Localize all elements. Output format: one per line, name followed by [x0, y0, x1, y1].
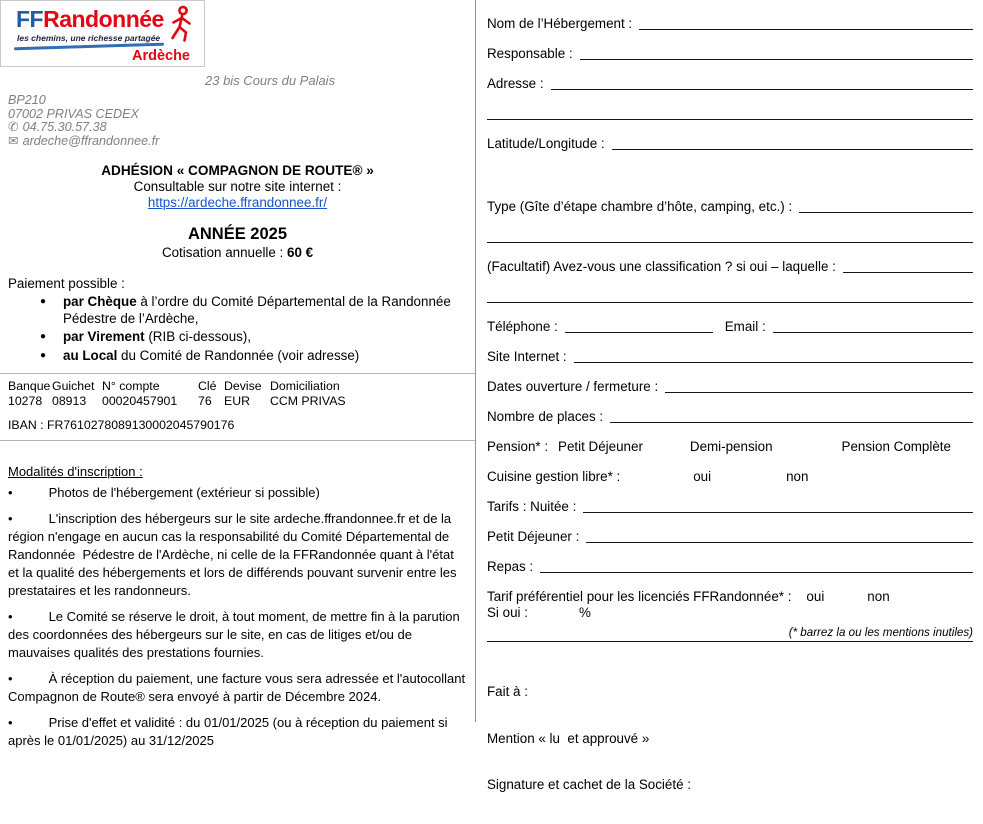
classification-blank-line-2: [487, 302, 973, 303]
logo-region-label: Ardèche: [131, 48, 190, 64]
field-si-oui: Si oui : %: [487, 605, 973, 621]
modalites-item: • Photos de l'hébergement (extérieur si possible): [8, 485, 320, 500]
document-title: ADHÉSION « COMPAGNON DE ROUTE® »: [101, 163, 374, 178]
telephone-blank-line: [565, 332, 713, 333]
field-telephone-email: Téléphone : Email :: [487, 305, 973, 335]
tarifs-blank-line: [583, 512, 973, 513]
field-classification: (Facultatif) Avez-vous une classification ? si oui – laquelle :: [487, 245, 973, 275]
logo-slogan: les chemins, une richesse partagée: [17, 33, 161, 43]
payment-item-cheque: ● par Chèque à l’ordre du Comité Départemental de la Randonnée Pédestre de l’Ardèche,: [40, 294, 451, 326]
ffrandonnee-logo: [0, 0, 205, 67]
modalites-heading: Modalités d'inscription :: [8, 464, 143, 479]
pension-option-complete: Pension Complète: [841, 439, 951, 454]
logo-ff-text: FF: [16, 6, 44, 32]
modalites-section: [8, 463, 467, 750]
fee-line: [0, 245, 475, 261]
field-type-line2: [487, 215, 973, 245]
payment-section: [8, 276, 475, 364]
bullet-icon: ●: [40, 296, 47, 307]
field-adresse: Adresse :: [487, 62, 973, 92]
contact-block: [8, 94, 475, 148]
field-tarif-preferentiel: Tarif préférentiel pour les licenciés FFRandonnée* : oui non: [487, 575, 973, 605]
field-classification-line2: [487, 275, 973, 305]
logo-randonnee-text: Randonnée: [43, 6, 164, 32]
bullet-icon: ●: [40, 349, 47, 361]
bank-table-header: Banque Guichet N° compte Clé Devise Domiciliation: [8, 379, 340, 393]
pension-option-demi-pension: Demi-pension: [689, 439, 773, 454]
repas-blank-line: [540, 572, 973, 573]
address-bp: BP210: [8, 93, 46, 107]
modalites-item: • Le Comité se réserve le droit, à tout moment, de mettre fin à la parution des coordonnées des hébergeurs sur le site, en cas de litiges et/ou de mauvaises qualités des prestations fournies.: [8, 609, 464, 660]
modalites-item: • À réception du paiement, une facture vous sera adressée et l'autocollant Compagnon de Route® sera envoyé à partir de Décembre 2024.: [8, 671, 469, 704]
contact-email-line: [8, 135, 475, 149]
petit-dejeuner-blank-line: [586, 542, 973, 543]
iban-line: IBAN : FR7610278089130002045790176: [8, 418, 235, 432]
cuisine-non-option: non: [786, 469, 809, 484]
signature-line: Signature et cachet de la Société :: [487, 777, 691, 792]
bullet-icon: •: [8, 715, 13, 730]
email-blank-line: [773, 332, 973, 333]
bullet-icon: •: [8, 511, 13, 526]
mention-line: Mention « lu et approuvé »: [487, 730, 650, 746]
contact-phone-line: [8, 121, 475, 135]
fait-a-line: Fait à :: [487, 684, 528, 699]
address-street: 23 bis Cours du Palais: [205, 73, 336, 88]
percent-sign: %: [578, 605, 591, 620]
field-adresse-line2: [487, 92, 973, 122]
modalites-item: • Prise d'effet et validité : du 01/01/2025 (ou à réception du paiement si après le 01/01/2025) au 31/12/2025: [8, 715, 452, 748]
field-site: Site Internet :: [487, 335, 973, 365]
bullet-icon: ●: [40, 331, 47, 342]
right-column-form: [476, 0, 983, 792]
title-block: [0, 163, 475, 261]
payment-list: [8, 294, 475, 364]
year-title: ANNÉE 2025: [187, 225, 288, 243]
bullet-icon: •: [8, 609, 13, 624]
address-city: 07002 PRIVAS CEDEX: [8, 106, 139, 121]
footnote-barrez: (* barrez la ou les mentions inutiles): [487, 626, 973, 642]
field-tarifs-nuitee: Tarifs : Nuitée :: [487, 485, 973, 515]
bank-table-values: 10278 08913 00020457901 76 EUR CCM PRIVAS: [8, 394, 346, 408]
field-dates: Dates ouverture / fermeture :: [487, 365, 973, 395]
cuisine-oui-option: oui: [693, 469, 712, 484]
field-nom: Nom de l’Hébergement :: [487, 2, 973, 32]
field-pension: Pension* : Petit Déjeuner Demi-pension Pension Complète: [487, 425, 973, 455]
responsable-blank-line: [580, 59, 973, 60]
logo-wordmark: [16, 8, 164, 31]
places-blank-line: [610, 422, 973, 423]
signature-block: [487, 653, 973, 824]
type-blank-line-2: [487, 242, 973, 243]
field-responsable: Responsable :: [487, 32, 973, 62]
payment-item-local: ● au Local du Comité de Randonnée (voir adresse): [40, 347, 360, 363]
field-cuisine: Cuisine gestion libre* : oui non: [487, 455, 973, 485]
website-link[interactable]: https://ardeche.ffrandonnee.fr/: [147, 195, 328, 210]
phone-icon: ✆: [8, 120, 19, 134]
field-type: Type (Gîte d’étape chambre d’hôte, camping, etc.) :: [487, 185, 973, 215]
field-petit-dejeuner: Petit Déjeuner :: [487, 515, 973, 545]
bullet-icon: •: [8, 485, 13, 500]
left-column: [0, 0, 476, 748]
envelope-icon: ✉: [8, 133, 19, 148]
pension-option-petit-dejeuner: Petit Déjeuner: [558, 439, 643, 454]
adresse-blank-line-2: [487, 119, 973, 120]
field-repas: Repas :: [487, 545, 973, 575]
latlong-blank-line: [612, 149, 973, 150]
tarif-pref-non-option: non: [867, 589, 890, 604]
phone-number: 04.75.30.57.38: [22, 120, 107, 134]
bullet-icon: •: [8, 671, 13, 686]
nom-blank-line: [639, 29, 973, 30]
type-blank-line: [799, 212, 973, 213]
site-blank-line: [574, 362, 973, 363]
field-latlong: Latitude/Longitude :: [487, 122, 973, 152]
fee-label: Cotisation annuelle :: [161, 245, 287, 260]
email-address: ardeche@ffrandonnee.fr: [22, 133, 160, 148]
document-subtitle: Consultable sur notre site internet :: [133, 179, 342, 194]
bank-details-box: [0, 373, 475, 441]
tarif-pref-oui-option: oui: [806, 589, 825, 604]
fee-value: 60 €: [287, 245, 314, 260]
modalites-item: • L'inscription des hébergeurs sur le site ardeche.ffrandonnee.fr et de la région n'engage en aucun cas la responsabilité du Comité Départemental de Randonnée Pédestre de l'Ardèche, ni celle de la FFRandonnée quant à l'état et la qualité des hébergements et lors de différends pouvant survenir entre les prestataires et les randonneurs.: [8, 511, 461, 598]
hiker-icon: [167, 5, 197, 45]
payment-intro: Paiement possible :: [8, 276, 125, 291]
payment-item-virement: ● par Virement (RIB ci-dessous),: [40, 329, 252, 344]
dates-blank-line: [665, 392, 973, 393]
adresse-blank-line: [551, 89, 973, 90]
field-places: Nombre de places :: [487, 395, 973, 425]
classification-blank-line: [843, 272, 973, 273]
